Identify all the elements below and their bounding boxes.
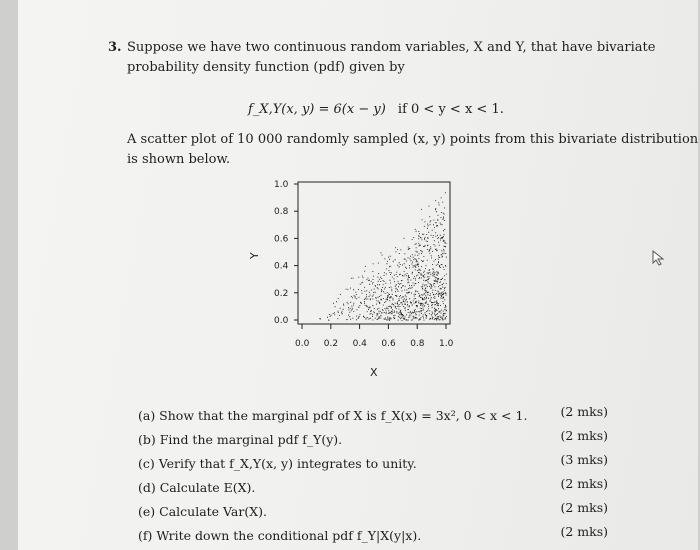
part-label: (a) Show that the marginal pdf of X is f_X(x) = 3x², 0 < x < 1. bbox=[138, 408, 528, 423]
x-tick-label: 0.6 bbox=[381, 339, 396, 349]
part-marks: (3 mks) bbox=[560, 452, 608, 467]
part-label: (e) Calculate Var(X). bbox=[138, 504, 267, 519]
part-label: (c) Verify that f_X,Y(x, y) integrates to unity. bbox=[138, 456, 417, 471]
y-tick-label: 0.2 bbox=[274, 288, 289, 299]
pdf-condition: if 0 < y < x < 1. bbox=[397, 102, 504, 117]
part-marks: (2 mks) bbox=[560, 476, 608, 491]
y-tick-label: 0.4 bbox=[274, 261, 289, 272]
x-tick-label: 0.0 bbox=[295, 339, 310, 349]
part-label: (f) Write down the conditional pdf f_Y|X(y|x). bbox=[138, 528, 422, 543]
question-part-b bbox=[138, 428, 608, 452]
question-number: 3. bbox=[108, 40, 122, 55]
x-tick-label: 1.0 bbox=[439, 339, 454, 349]
question-intro-line1: Suppose we have two continuous random variables, X and Y, that have bivariate bbox=[127, 40, 656, 55]
part-marks: (2 mks) bbox=[560, 404, 608, 419]
pdf-formula bbox=[248, 102, 504, 117]
y-tick-label: 0.0 bbox=[274, 316, 289, 326]
question-part-a bbox=[138, 404, 608, 428]
question-part-c bbox=[138, 452, 608, 476]
plot-frame bbox=[298, 182, 450, 324]
x-tick-label: 0.8 bbox=[410, 339, 425, 349]
x-tick-label: 0.4 bbox=[352, 339, 367, 349]
scatter-points bbox=[320, 192, 447, 321]
question-parts bbox=[138, 404, 608, 548]
scatter-description-line1: A scatter plot of 10 000 randomly sampled (x, y) points from this bivariate distribution bbox=[127, 132, 699, 147]
question-part-d bbox=[138, 476, 608, 500]
part-marks: (2 mks) bbox=[560, 524, 608, 539]
x-tick-label: 0.2 bbox=[323, 339, 339, 349]
y-axis-label: Y bbox=[248, 252, 261, 259]
part-label: (b) Find the marginal pdf f_Y(y). bbox=[138, 432, 343, 447]
y-tick-label: 0.6 bbox=[274, 234, 289, 245]
x-axis-label: X bbox=[370, 366, 378, 379]
scatter-plot-svg bbox=[248, 176, 472, 386]
part-label: (d) Calculate E(X). bbox=[138, 480, 256, 495]
x-axis-ticks bbox=[295, 324, 454, 349]
y-axis-ticks bbox=[274, 180, 298, 326]
scatter-plot bbox=[248, 176, 472, 386]
question-intro-line2: probability density function (pdf) given by bbox=[127, 60, 405, 75]
part-marks: (2 mks) bbox=[560, 428, 608, 443]
question-part-e bbox=[138, 500, 608, 524]
y-tick-label: 0.8 bbox=[274, 207, 289, 218]
part-marks: (2 mks) bbox=[560, 500, 608, 515]
y-tick-label: 1.0 bbox=[274, 180, 289, 190]
question-part-f bbox=[138, 524, 608, 548]
mouse-cursor-icon bbox=[652, 250, 666, 266]
scatter-point-cloud bbox=[320, 192, 447, 321]
scatter-description-line2: is shown below. bbox=[127, 152, 231, 167]
pdf-expression: f_X,Y(x, y) = 6(x − y) bbox=[248, 102, 386, 117]
